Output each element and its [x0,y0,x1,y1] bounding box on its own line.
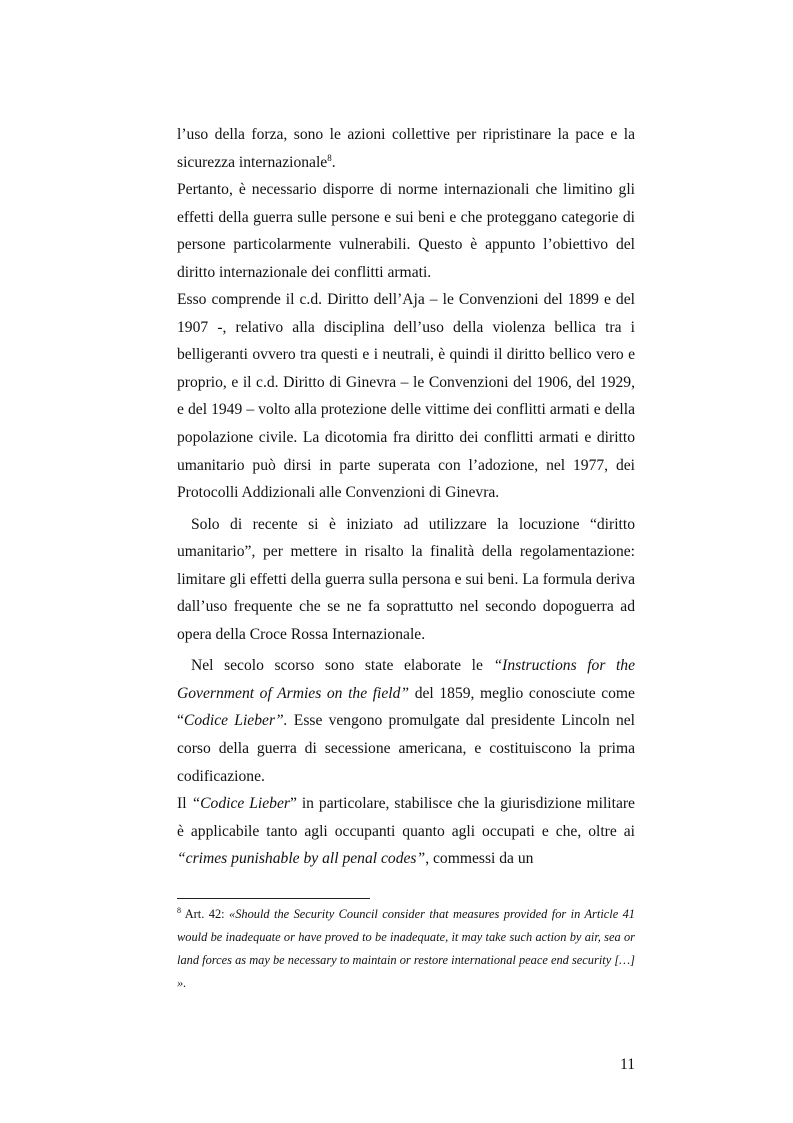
paragraph [177,790,635,873]
body-text [177,121,635,873]
text-run: l’uso della forza, sono le azioni collettive per ripristinare la pace e la sicurezza internazionale [177,126,635,171]
paragraph [177,652,635,790]
paragraph [177,286,635,506]
paragraph [177,511,635,649]
text-run: Il [177,795,192,813]
page-number: 11 [619,1056,635,1073]
paragraph [177,121,635,176]
text-run: Art. 42: [181,907,230,921]
footnote-separator [177,898,370,899]
italic-text: “Codice Lieber [191,795,290,813]
footnote [177,903,635,995]
text-run: Esse vengono promulgate dal presidente Lincoln nel corso della guerra di secessione americana, e costituiscono la prima codificazione. [177,712,636,785]
text-run: Solo di recente si è iniziato ad utilizzare la locuzione “diritto umanitario”, per mettere in risalto la finalità della regolamentazione: limitare gli effetti della guerra sulla persona e sui beni. La formula deriva dall’uso frequente che se ne fa soprattutto nel secondo dopoguerra ad opera della Croce Rossa Internazionale. [177,515,635,643]
italic-text: “crimes punishable by all penal codes” [177,850,426,868]
text-run: Pertanto, è necessario disporre di norme internazionali che limitino gli effetti della guerra sulle persone e sui beni e che proteggano categorie di persone particolarmente vulnerabili. Questo è appunto l’obiettivo del diritto internazionale dei conflitti armati. [177,181,635,281]
text-run: . [331,153,336,171]
paragraph [177,176,635,286]
text-run: Nel secolo scorso sono state elaborate le [191,657,494,675]
footnote-marker: 8 [177,906,181,915]
footnote-marker: 8 [327,152,332,163]
italic-text: «Should the Security Council consider that measures provided for in Article 41 would be inadequate or have proved to be inadequate, it may take such action by air, sea or land forces as may be necessary to maintain or restore international peace end security […] ». [177,907,636,990]
text-run: del 1859, meglio conosciute come “ [177,684,635,730]
text-run: ” in particolare, stabilisce che la giurisdizione militare è applicabile tanto agli occupanti quanto agli occupati e che, oltre ai [177,795,635,840]
text-run: Esso comprende il c.d. Diritto dell’Aja – le Convenzioni del 1899 e del 1907 -, relativo alla disciplina dell’uso della violenza bellica tra i belligeranti ovvero tra questi e i neutrali, è quindi il diritto bellico vero e proprio, e il c.d. Diritto di Ginevra – le Convenzioni del 1906, del 1929, e del 1949 – volto alla protezione delle vittime dei conflitti armati e della popolazione civile. La dicotomia fra diritto dei conflitti armati e diritto umanitario può dirsi in parte superata con l’adozione, nel 1977, dei Protocolli Addizionali alle Convenzioni di Ginevra. [177,291,635,502]
italic-text: Codice Lieber”. [183,712,288,730]
italic-text: “Instructions for the Government of Armies on the field” [177,657,635,702]
text-run: , commessi da un [425,850,534,868]
